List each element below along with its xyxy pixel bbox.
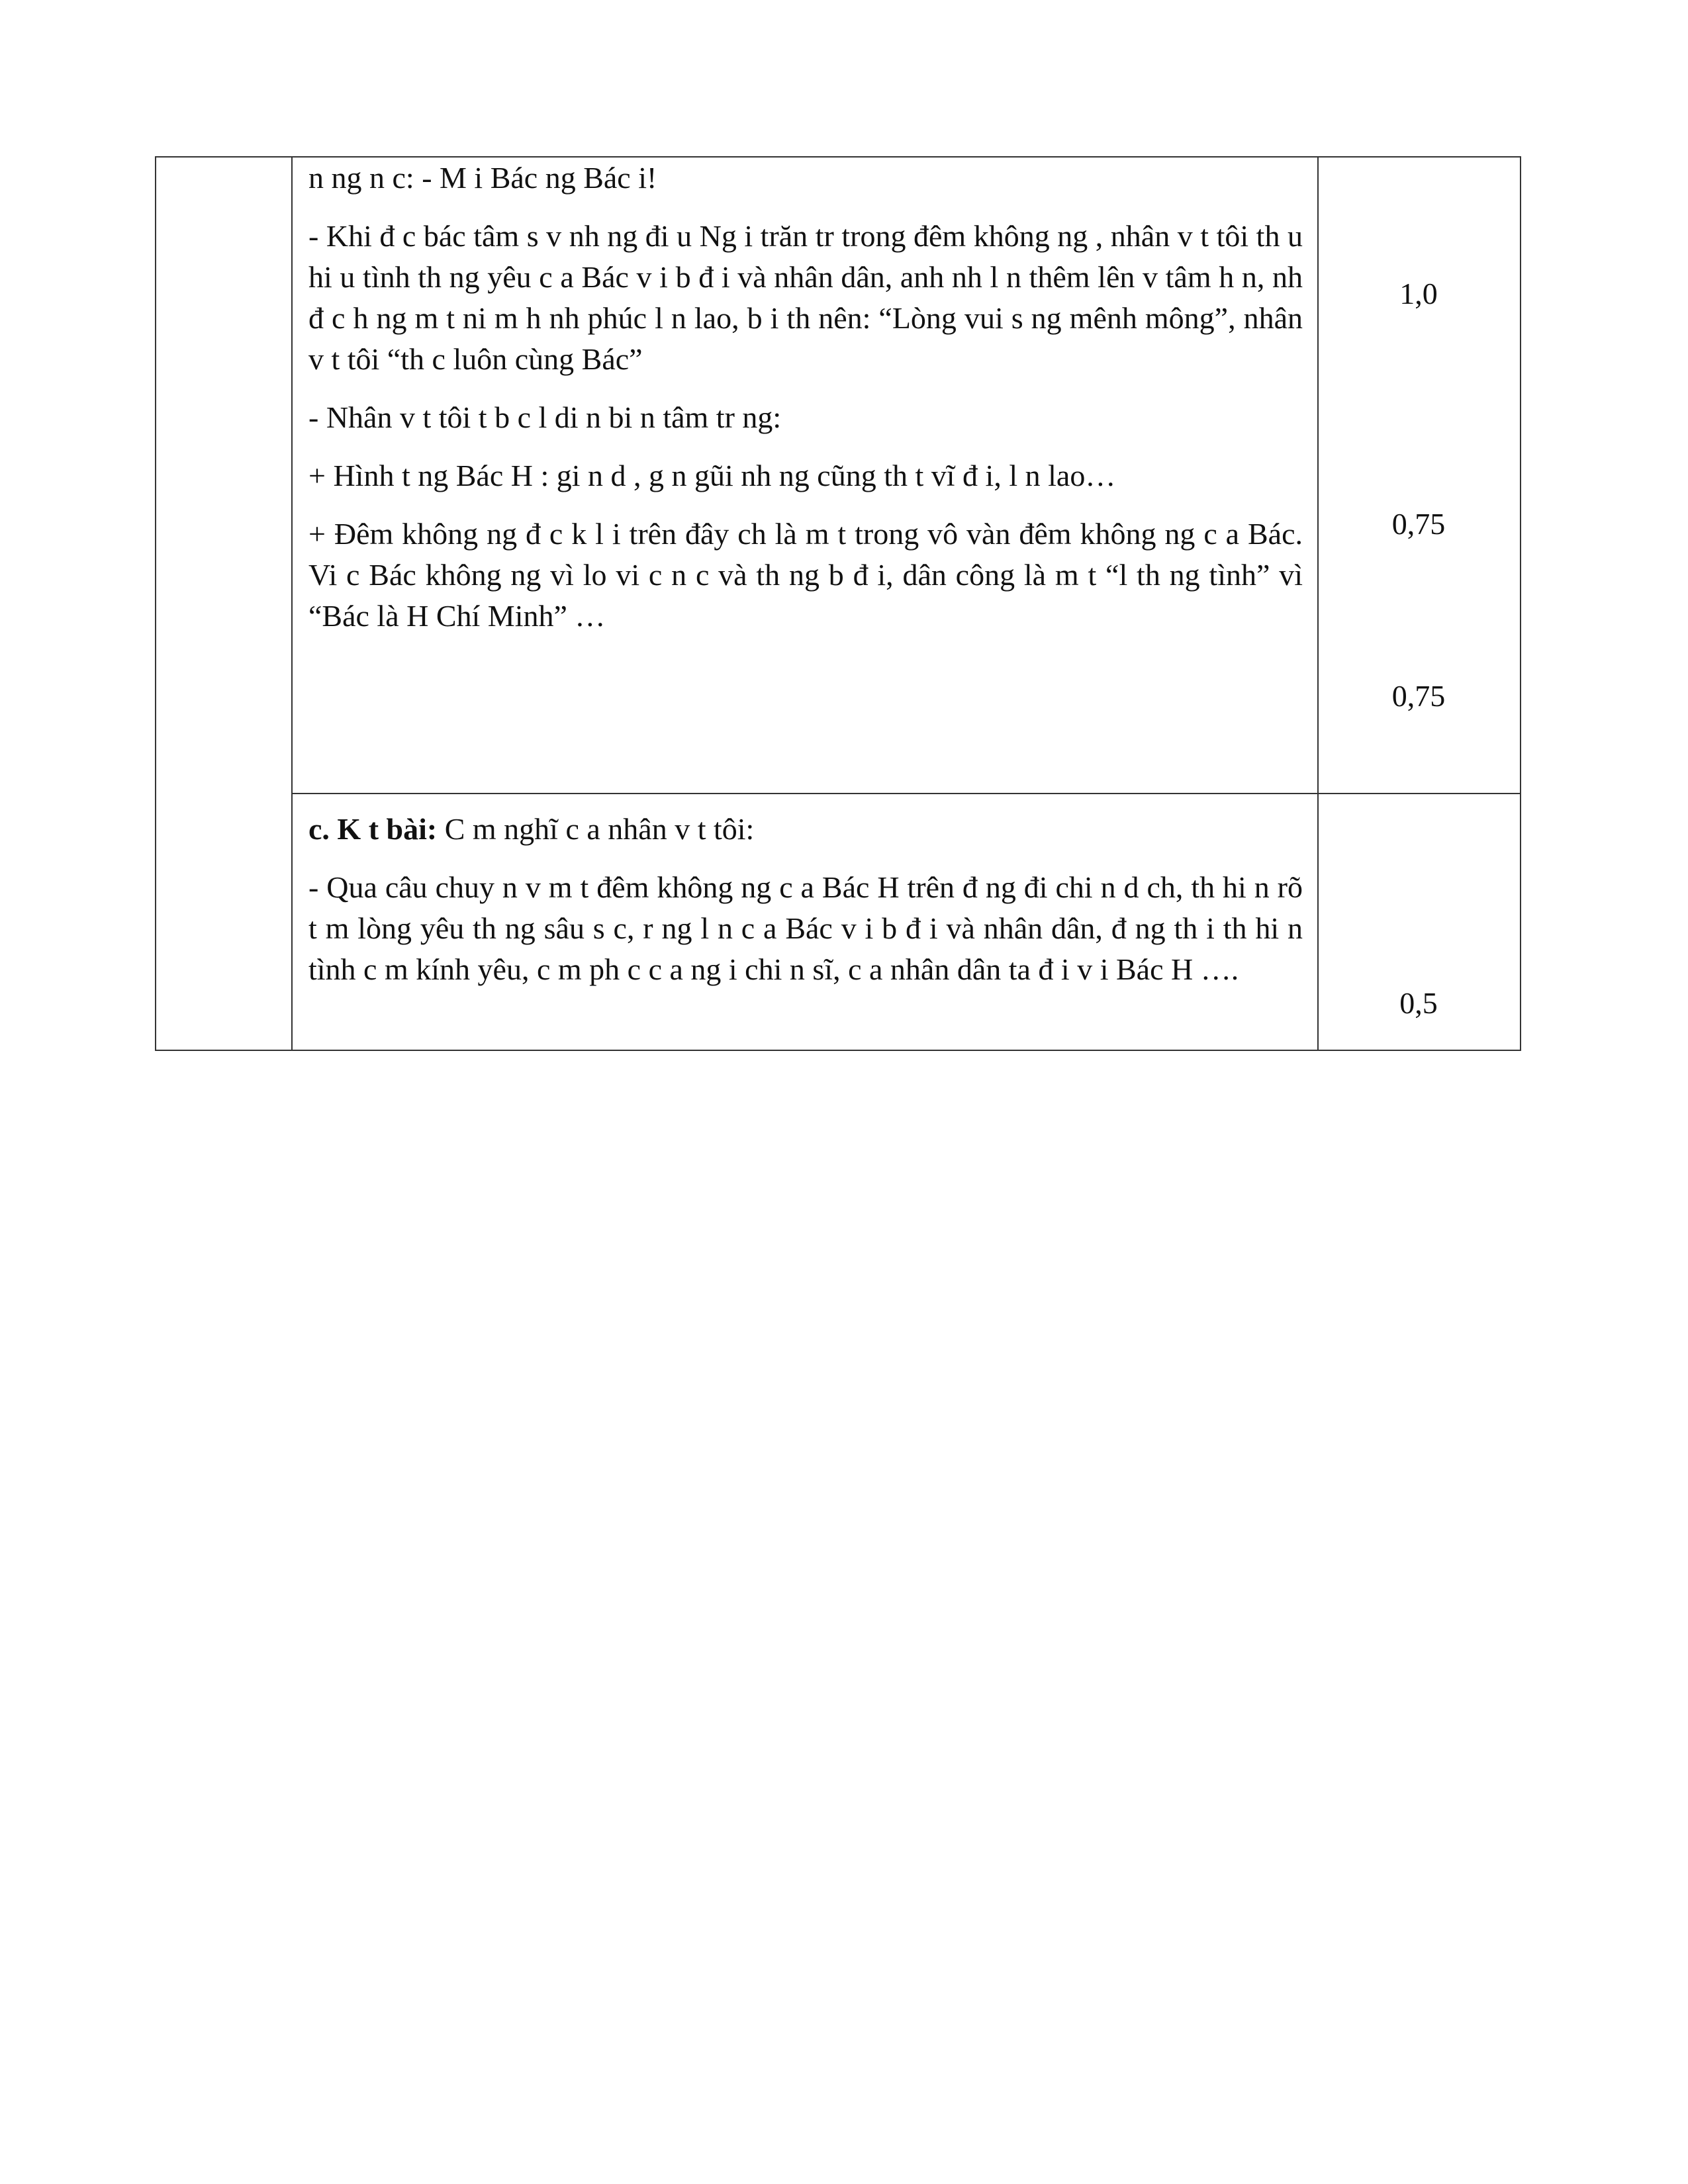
conclusion-heading-rest: C m nghĩ c a nhân v t tôi: (437, 812, 755, 846)
row-divider (291, 793, 1520, 794)
score-1: 1,0 (1399, 277, 1438, 310)
row1-line-1: n ng n c: - M i Bác ng Bác i! (308, 161, 657, 195)
row1-line-5: + Đêm không ng đ c k l i trên đây ch là m t trong vô vàn đêm không ng c a Bác. Vi c Bác không ng vì lo vi c n c và th ng b đ i, dân công là m t “l th ng tình” vì “Bác là H Chí Minh” … (308, 517, 1303, 633)
row1-line-2: - Khi đ c bác tâm s v nh ng đi u Ng i trăn tr trong đêm không ng , nhân v t tôi th u hi u tình th ng yêu c a Bác v i b đ i và nhân dân, anh nh l n thêm lên v tâm h n, nh đ c h ng m t ni m h nh phúc l n lao, b i th nên: “Lòng vui s ng mênh mông”, nhân v t tôi “th c luôn cùng Bác” (308, 219, 1303, 376)
row1-content (308, 158, 1303, 637)
row2-content (308, 809, 1303, 990)
score-3: 0,75 (1391, 679, 1446, 713)
score-4: 0,5 (1399, 986, 1438, 1020)
conclusion-paragraph: - Qua câu chuy n v m t đêm không ng c a Bác H trên đ ng đi chi n d ch, th hi n rõ t m lòng yêu th ng sâu s c, r ng l n c a Bác v i b đ i và nhân dân, đ ng th i th hi n tình c m kính yêu, c m ph c c a ng i chi n sĩ, c a nhân dân ta đ i v i Bác H …. (308, 870, 1303, 986)
conclusion-heading-bold: c. K t bài: (308, 812, 438, 846)
column-divider-1 (291, 158, 293, 1050)
score-2: 0,75 (1391, 507, 1446, 541)
conclusion-heading (308, 809, 1303, 850)
row1-line-3: - Nhân v t tôi t b c l di n bi n tâm tr ng: (308, 400, 782, 434)
row1-line-4: + Hình t ng Bác H : gi n d , g n gũi nh ng cũng th t vĩ đ i, l n lao… (308, 459, 1116, 492)
